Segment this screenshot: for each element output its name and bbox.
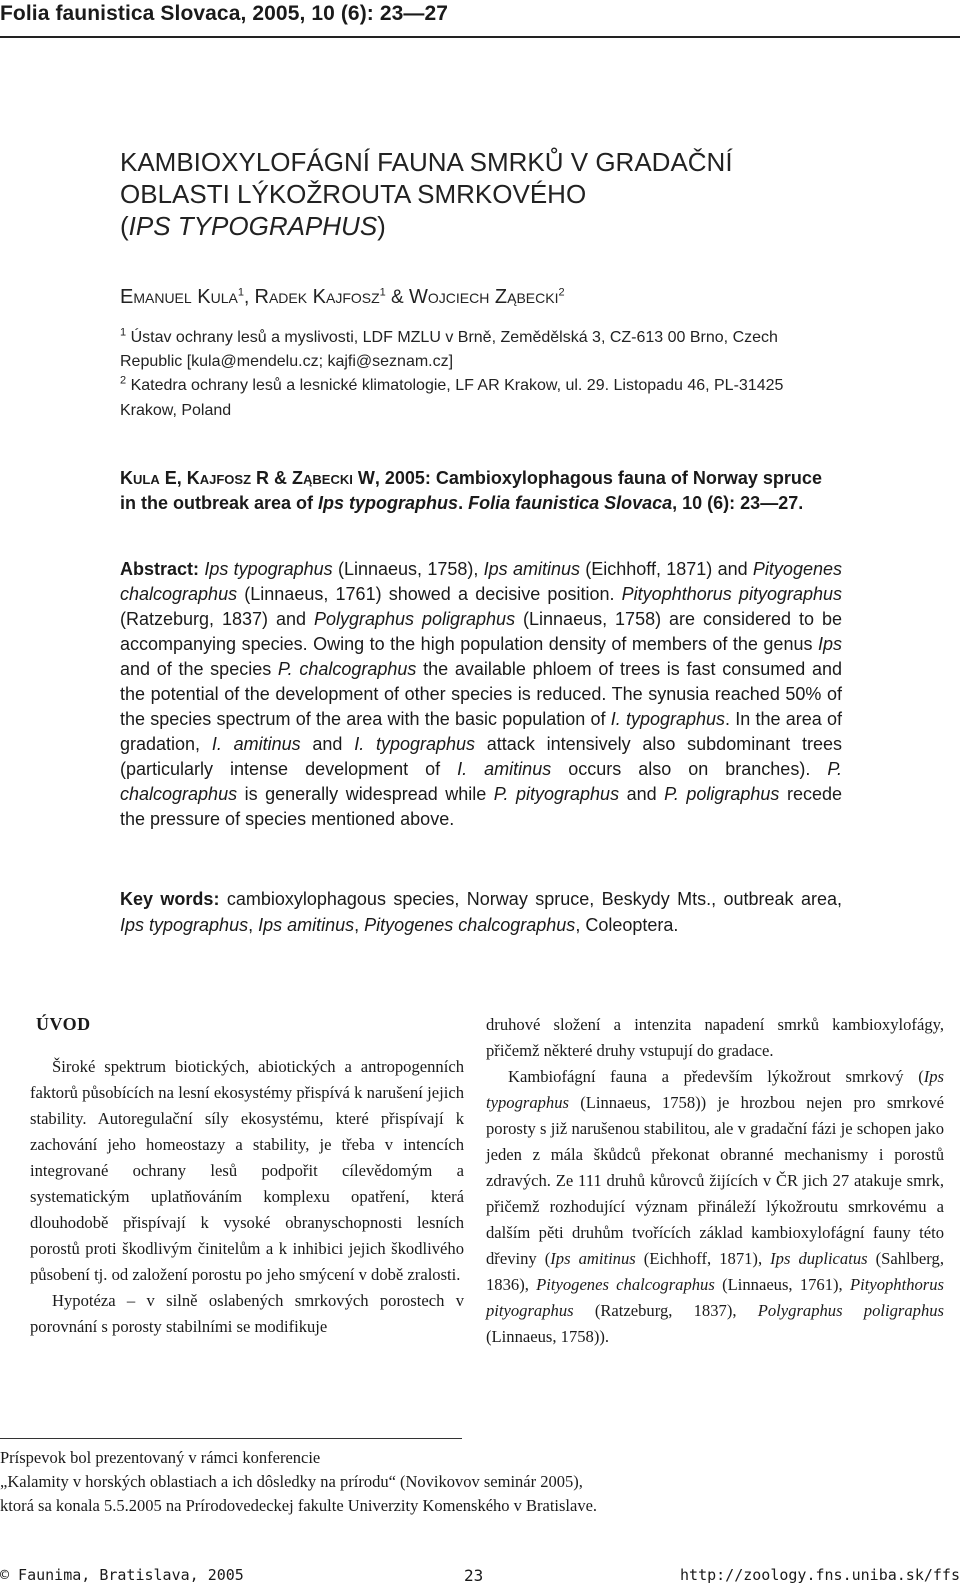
title-line-1: KAMBIOXYLOFÁGNÍ FAUNA SMRKŮ V GRADAČNÍ bbox=[120, 147, 733, 177]
abstract: Abstract: Ips typographus (Linnaeus, 1758), Ips amitinus (Eichhoff, 1871) and Pityogenes chalcographus (Linnaeus, 1761) showed a decisive position. Pityophthorus pityographus (Ratzeburg, 1837) and Polygraphus poligraphus (Linnaeus, 1758) are considered to be accompanying species. Owing to the high population density of members of the genus Ips and of the species P. chalcographus the available phloem of trees is fast consumed and the potential of the development of other species is reduced. The synusia reached 50% of the species spectrum of the area with the basic population of I. typographus. In the area of gradation, I. amitinus and I. typographus attack intensively also subdominant trees (particularly intense development of I. amitinus occurs also on branches). P. chalcographus is generally widespread while P. pityographus and P. poligraphus recede the pressure of species mentioned above. bbox=[120, 559, 843, 829]
affiliation-1: $^1$ Ústav ochrany lesů a myslivosti, LDF MZLU v Brně, Zemědělská 3, CZ-613 00 Brno, Czech Republic [kula@mendelu.cz; kajfi@seznam.cz] bbox=[120, 326, 778, 371]
right-column bbox=[486, 1012, 944, 1350]
copyright: © Faunima, Bratislava, 2005 bbox=[0, 1566, 244, 1584]
journal-header: Folia faunistica Slovaca, 2005, 10 (6): 23—27 bbox=[0, 2, 449, 25]
title-line-3: (IPS TYPOGRAPHUS) bbox=[120, 211, 386, 241]
affiliations bbox=[120, 326, 840, 423]
author-name: Emanuel Kula bbox=[120, 286, 238, 308]
author-list: Emanuel Kula$^1$, Radek Kajfosz$^1$ & Wojciech Ząbecki$^2$ bbox=[120, 286, 565, 308]
header-divider bbox=[0, 36, 960, 38]
author-name: Wojciech Ząbecki bbox=[409, 286, 559, 308]
title-species: IPS TYPOGRAPHUS bbox=[128, 211, 378, 241]
citation: Kula E, Kajfosz R & Ząbecki W, 2005: Cambioxylophagous fauna of Norway spruce in the outbreak area of Ips typographus. Folia faunistica Slovaca, 10 (6): 23—27. bbox=[120, 468, 822, 513]
paragraph: Hypotéza – v silně oslabených smrkových porostech v porovnání s porosty stabilními se modifikuje bbox=[30, 1291, 464, 1336]
paragraph: druhové složení a intenzita napadení smrků kambioxylofágy, přičemž některé druhy vstupují do gradace. bbox=[486, 1015, 944, 1060]
article-title bbox=[120, 146, 840, 242]
title-line-2: OBLASTI LÝKOŽROUTA SMRKOVÉHO bbox=[120, 179, 587, 209]
paragraph: Široké spektrum biotických, abiotických a antropogenních faktorů působících na lesní ekosystémy přispívá k narušení jejich stability. Autoregulační síly ekosystému, které přispívají k zachování jeho homeostazy a stability, je třeba v intencích integrované ochrany lesů podpořit cílevědomým a systematickým uplatňováním komplexu opatření, která dlouhodobě přispívají k vysoké obranyschopnosti lesních porostů proti škodlivým činitelům a k inhibici jejich škodlivého působení tj. od založení porostu po jeho smýcení v době zralosti. bbox=[30, 1057, 464, 1284]
journal-url[interactable]: http://zoology.fns.uniba.sk/ffs bbox=[680, 1566, 960, 1584]
keywords: Key words: cambioxylophagous species, Norway spruce, Beskydy Mts., outbreak area, Ips typographus, Ips amitinus, Pityogenes chalcographus, Coleoptera. bbox=[120, 889, 842, 935]
footnote-divider bbox=[0, 1438, 462, 1439]
abstract-label: Abstract: bbox=[120, 559, 200, 579]
left-column bbox=[30, 1054, 464, 1340]
section-heading: ÚVOD bbox=[36, 1014, 91, 1034]
affiliation-2: $^2$ Katedra ochrany lesů a lesnické klimatologie, LF AR Krakow, ul. 29. Listopadu 46, PL-31425 Krakow, Poland bbox=[120, 375, 784, 419]
page-number: 23 bbox=[464, 1566, 484, 1585]
paragraph: Kambiofágní fauna a především lýkožrout smrkový (Ips typographus (Linnaeus, 1758)) je hrozbou nejen pro smrkové porosty s již narušenou stabilitou, ale v gradační fázi je schopen jako jeden z mála škůdců překonat obranné mechanismy i porostů zdravých. Ze 111 druhů kůrovců žijících v ČR jich 27 atakuje smrk, přičemž rozhodující význam přináleží lýkožroutu smrkovému a dalším pěti druhům tvořících základ kambioxylofágní fauny této dřeviny (Ips amitinus (Eichhoff, 1871), Ips duplicatus (Sahlberg, 1836), Pityogenes chalcographus (Linnaeus, 1761), Pityophthorus pityographus (Ratzeburg, 1837), Polygraphus poligraphus (Linnaeus, 1758)). bbox=[486, 1067, 945, 1346]
footnote: Príspevok bol prezentovaný v rámci konferencie „Kalamity v horských oblastiach a ich dôsledky na prírodu“ (Novikovov seminár 2005), ktorá sa konala 5.5.2005 na Prírodovedeckej fakulte Univerzity Komenského v Bratislave. bbox=[0, 1448, 598, 1515]
keywords-label: Key words: bbox=[120, 889, 220, 909]
author-name: Radek Kajfosz bbox=[254, 286, 380, 308]
